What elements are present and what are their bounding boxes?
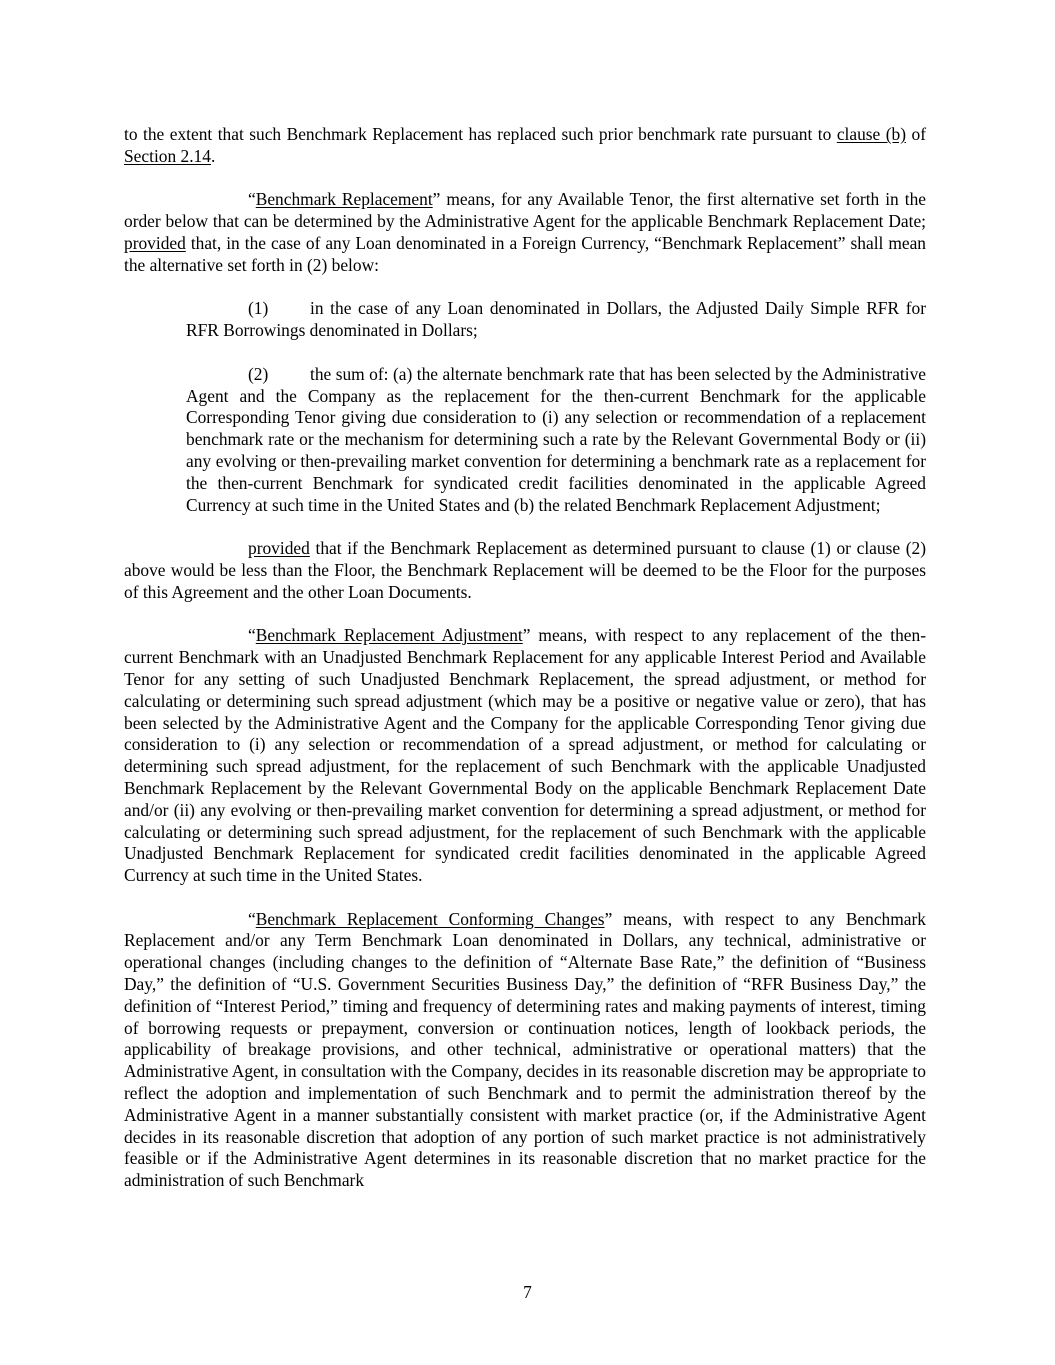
text: of [906,124,926,144]
section-reference: Section 2.14 [124,145,211,166]
document-page [124,124,926,1214]
definition-benchmark-replacement-adjustment [124,625,926,887]
provided-term: provided [248,538,310,559]
text: ” means, with respect to any replacement of the then-current Benchmark with an Unadjusted Benchmark Replacement for any applicable Interest Period and Available Tenor for any setting of such Unadjusted Benchmark Replacement, the spread adjustment, or method for calculating or determining such spread adjustment (which may be a positive or negative value or zero), that has been selected by the Administrative Agent and the Company for the applicable Corresponding Tenor giving due consideration to (i) any selection or recommendation of a spread adjustment, or method for calculating or determining such spread adjustment, for the replacement of such Benchmark with the applicable Unadjusted Benchmark Replacement by the Relevant Governmental Body on the applicable Benchmark Replacement Date and/or (ii) any evolving or then-prevailing market convention for determining a spread adjustment, or method for calculating or determining such spread adjustment, for the replacement of such Benchmark with the applicable Unadjusted Benchmark Replacement for syndicated credit facilities denominated in the applicable Agreed Currency at such time in the United States. [124,625,926,886]
defined-term: Benchmark Replacement Adjustment [255,625,523,646]
provided-term: provided [124,232,186,253]
proviso-paragraph [124,538,926,603]
list-item-1 [186,298,926,342]
text: to the extent that such Benchmark Replacement has replaced such prior benchmark rate pursuant to [124,124,837,144]
text: ” means, for any Available Tenor, the first alternative set forth in the order below that can be determined by the Administrative Agent for the applicable Benchmark Replacement Date; [124,189,926,232]
item-number: (2) [248,363,269,384]
item-number: (1) [248,298,269,319]
quote-mark: “ [248,189,256,210]
clause-reference: clause (b) [836,124,907,144]
defined-term: Benchmark Replacement [255,189,433,210]
text: that if the Benchmark Replacement as determined pursuant to clause (1) or clause (2) above would be less than the Floor, the Benchmark Replacement will be deemed to be the Floor for the purposes of this Agreement and the other Loan Documents. [124,538,926,602]
text: . [210,145,216,166]
page-number: 7 [523,1282,532,1302]
quote-mark: “ [248,908,256,929]
item-text: in the case of any Loan denominated in Dollars, the Adjusted Daily Simple RFR for RFR Borrowings denominated in Dollars; [186,298,926,341]
item-text: the sum of: (a) the alternate benchmark rate that has been selected by the Administrative Agent and the Company as the replacement for the then-current Benchmark for the applicable Corresponding Tenor giving due consideration to (i) any selection or recommendation of a replacement benchmark rate or the mechanism for determining such a rate by the Relevant Governmental Body or (ii) any evolving or then-prevailing market convention for determining a benchmark rate as a replacement for the then-current Benchmark for syndicated credit facilities denominated in the applicable Agreed Currency at such time in the United States and (b) the related Benchmark Replacement Adjustment; [186,363,926,515]
defined-term: Benchmark Replacement Conforming Changes [255,908,605,929]
definition-benchmark-replacement [124,189,926,276]
definition-benchmark-replacement-conforming-changes [124,909,926,1192]
paragraph-continuation [124,124,926,168]
text: that, in the case of any Loan denominated in a Foreign Currency, “Benchmark Replacement” shall mean the alternative set forth in (2) below: [124,232,926,275]
list-item-2 [186,364,926,517]
text: ” means, with respect to any Benchmark Replacement and/or any Term Benchmark Loan denominated in Dollars, any technical, administrative or operational changes (including changes to the definition of “Alternate Base Rate,” the definition of “Business Day,” the definition of “U.S. Government Securities Business Day,” the definition of “RFR Business Day,” the definition of “Interest Period,” timing and frequency of determining rates and making payments of interest, timing of borrowing requests or prepayment, conversion or continuation notices, length of lookback periods, the applicability of breakage provisions, and other technical, administrative or operational matters) that the Administrative Agent, in consultation with the Company, decides in its reasonable discretion may be appropriate to reflect the adoption and implementation of such Benchmark and to permit the administration thereof by the Administrative Agent in a manner substantially consistent with market practice (or, if the Administrative Agent decides in its reasonable discretion that adoption of any portion of such market practice is not administratively feasible or if the Administrative Agent determines in its reasonable discretion that no market practice for the administration of such Benchmark [124,908,926,1191]
quote-mark: “ [248,625,256,646]
